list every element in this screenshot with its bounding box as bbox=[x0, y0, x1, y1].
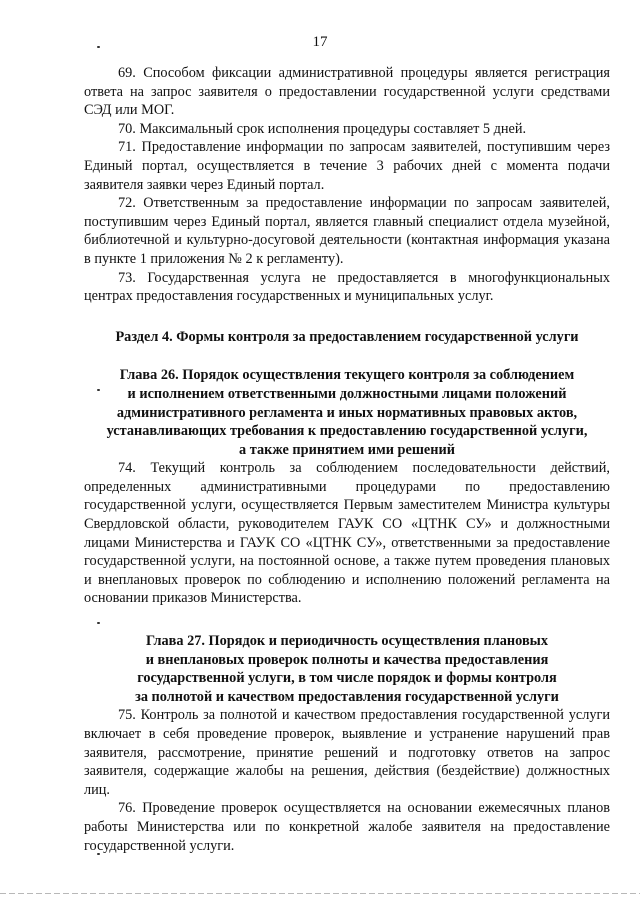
chapter-26-heading-line: а также принятием ими решений bbox=[239, 441, 455, 458]
paragraph-73: 73. Государственная услуга не предоставляется в многофункциональных центрах предоставления государственных и муниципальных услуг. bbox=[84, 269, 610, 305]
chapter-27-heading-line: Глава 27. Порядок и периодичность осуществления плановых bbox=[146, 633, 548, 650]
chapter-27-heading bbox=[84, 632, 610, 706]
paragraph-74: 74. Текущий контроль за соблюдением последовательности действий, определенных административными процедурами по предоставлению государственной услуги, осуществляется Первым заместителем Министра культуры Свердловской области, руководителем ГАУК СО «ЦТНК СУ» и должностными лицами Министерства и ГАУК СО «ЦТНК СУ», ответственными за предоставление государственной услуги, на постоянной основе, а также путем проведения плановых и внеплановых проверок по соблюдению и исполнению положений регламента на основании приказов Министерства. bbox=[84, 460, 610, 607]
chapter-26-heading-line: устанавливающих требования к предоставлению государственной услуги, bbox=[106, 423, 588, 440]
chapter-26-heading-line: административного регламента и иных нормативных правовых актов, bbox=[116, 404, 578, 421]
paragraph-75: 75. Контроль за полнотой и качеством предоставления государственной услуги включает в себя проведение проверок, выявление и устранение нарушений прав заявителя, рассмотрение, принятие решений и подготовку ответов на запрос заявителя, содержащие жалобы на решения, действия (бездействие) должностных лиц. bbox=[84, 707, 610, 798]
chapter-27-heading-line: государственной услуги, в том числе порядок и формы контроля bbox=[137, 670, 557, 687]
scan-speck bbox=[97, 46, 100, 48]
document-body bbox=[84, 64, 610, 855]
paragraph-71: 71. Предоставление информации по запросам заявителей, поступившим через Единый портал, осуществляется в течение 3 рабочих дней с момента подачи заявителя заявки через Единый портал. bbox=[84, 139, 610, 193]
chapter-27-heading-line: и внеплановых проверок полноты и качества предоставления bbox=[145, 651, 549, 668]
chapter-26-heading bbox=[84, 366, 610, 459]
section-heading: Раздел 4. Формы контроля за предоставлением государственной услуги bbox=[115, 328, 579, 345]
chapter-26-heading-line: Глава 26. Порядок осуществления текущего контроля за соблюдением bbox=[119, 367, 575, 384]
chapter-26-heading-line: и исполнением ответственными должностными лицами положений bbox=[127, 385, 567, 402]
paragraph-76: 76. Проведение проверок осуществляется на основании ежемесячных планов работы Министерства или по конкретной жалобе заявителя на предоставление государственной услуги. bbox=[84, 800, 610, 854]
chapter-27-heading-line: за полнотой и качеством предоставления государственной услуги bbox=[135, 688, 559, 705]
paragraph-72: 72. Ответственным за предоставление информации по запросам заявителей, поступившим через Единый портал, является главный специалист отдела музейной, библиотечной и культурно-досуговой деятельности (контактная информация указана в пункте 1 приложения № 2 к регламенту). bbox=[84, 195, 610, 267]
scan-bottom-edge bbox=[0, 893, 640, 894]
paragraph-69: 69. Способом фиксации административной процедуры является регистрация ответа на запрос заявителя о предоставлении государственной услуги средствами СЭД или МОГ. bbox=[84, 65, 610, 119]
paragraph-70: 70. Максимальный срок исполнения процедуры составляет 5 дней. bbox=[118, 120, 527, 137]
page-number: 17 bbox=[312, 34, 328, 50]
